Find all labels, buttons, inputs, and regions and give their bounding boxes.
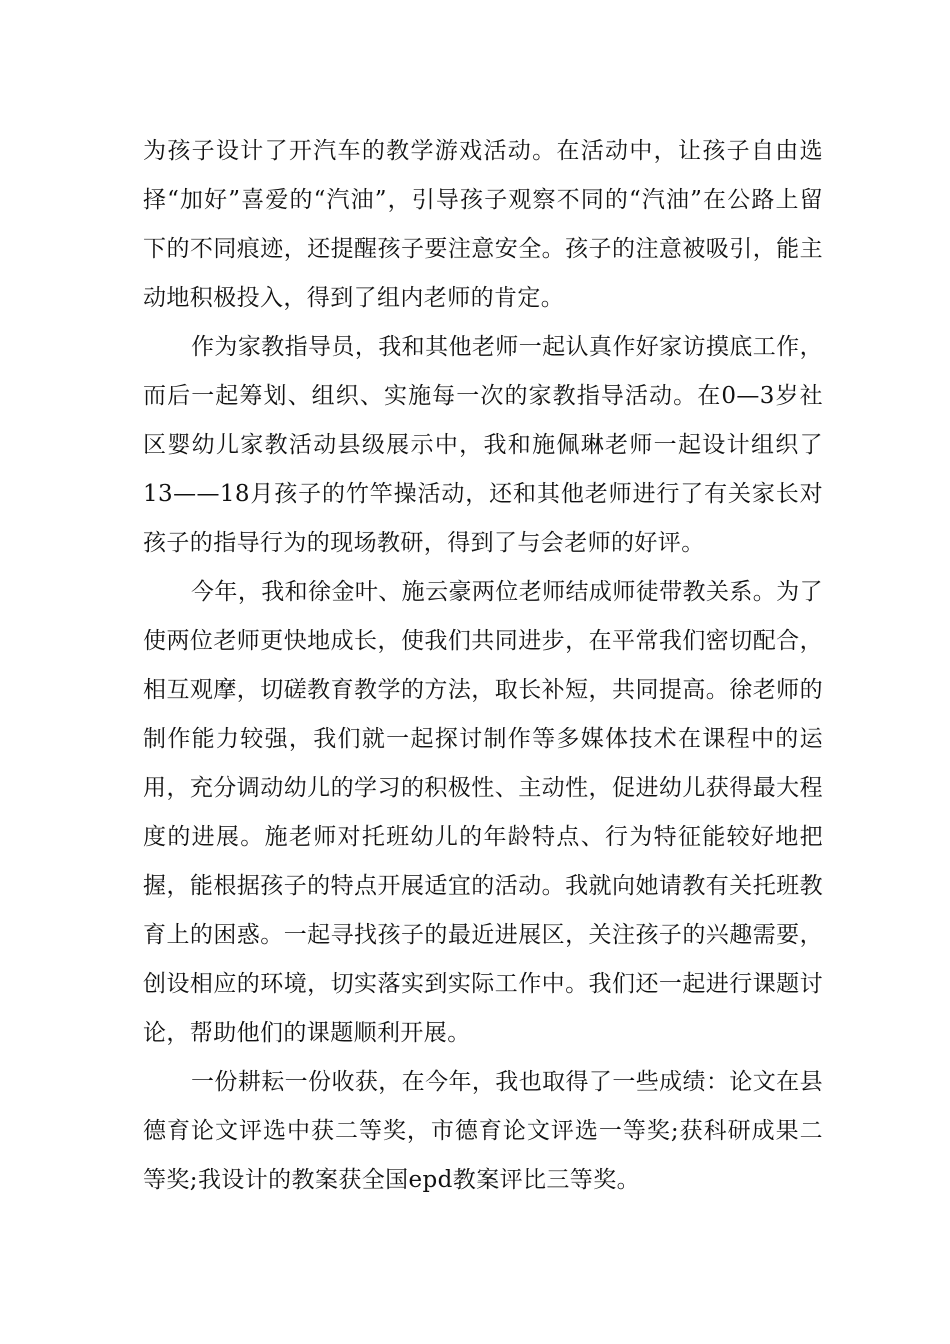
document-body bbox=[143, 127, 823, 1205]
paragraph-3: 今年，我和徐金叶、施云豪两位老师结成师徒带教关系。为了使两位老师更快地成长，使我们共同进步，在平常我们密切配合，相互观摩，切磋教育教学的方法，取长补短，共同提高。徐老师的制作能力较强，我们就一起探讨制作等多媒体技术在课程中的运用，充分调动幼儿的学习的积极性、主动性，促进幼儿获得最大程度的进展。施老师对托班幼儿的年龄特点、行为特征能较好地把握，能根据孩子的特点开展适宜的活动。我就向她请教有关托班教育上的困惑。一起寻找孩子的最近进展区，关注孩子的兴趣需要，创设相应的环境，切实落实到实际工作中。我们还一起进行课题讨论，帮助他们的课题顺利开展。 bbox=[143, 579, 823, 1046]
paragraph-4: 一份耕耘一份收获，在今年，我也取得了一些成绩：论文在县德育论文评选中获二等奖，市德育论文评选一等奖;获科研成果二等奖;我设计的教案获全国epd教案评比三等奖。 bbox=[143, 1069, 823, 1193]
paragraph-1: 为孩子设计了开汽车的教学游戏活动。在活动中，让孩子自由选择“加好”喜爱的“汽油”，引导孩子观察不同的“汽油”在公路上留下的不同痕迹，还提醒孩子要注意安全。孩子的注意被吸引，能主动地积极投入，得到了组内老师的肯定。 bbox=[143, 138, 823, 311]
paragraph-2: 作为家教指导员，我和其他老师一起认真作好家访摸底工作，而后一起筹划、组织、实施每一次的家教指导活动。在0—3岁社区婴幼儿家教活动县级展示中，我和施佩琳老师一起设计组织了13——18月孩子的竹竿操活动，还和其他老师进行了有关家长对孩子的指导行为的现场教研，得到了与会老师的好评。 bbox=[143, 334, 823, 556]
